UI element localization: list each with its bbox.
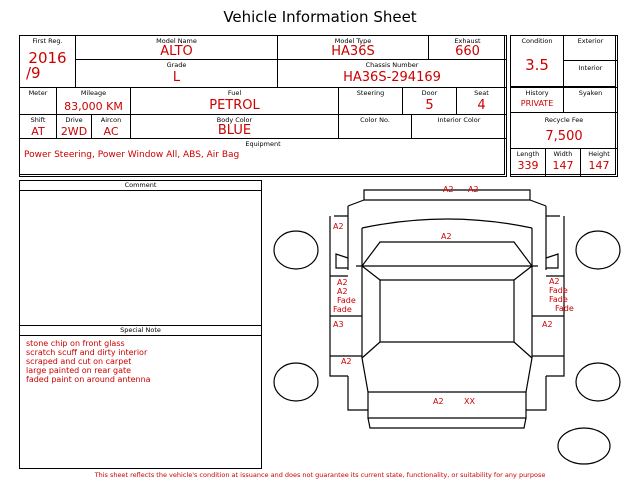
model-name-cell (75, 35, 278, 60)
interior-color-cell (411, 114, 507, 139)
seat-cell (456, 87, 507, 115)
steering-cell (338, 87, 403, 115)
damage-mark: A2 (542, 320, 553, 329)
note-line: stone chip on front glass (26, 339, 125, 348)
note-line: large painted on rear gate (26, 366, 132, 375)
chassis-value: HA36S-294169 (343, 70, 441, 85)
damage-mark: A2 (333, 222, 344, 231)
grade-label: Grade (166, 61, 187, 69)
comment-box (19, 180, 262, 326)
syaken-label: Syaken (578, 89, 603, 97)
damage-mark: A2 (341, 357, 352, 366)
interior-label: Interior (578, 64, 603, 72)
comment-label: Comment (124, 181, 157, 189)
drive-label: Drive (65, 116, 83, 124)
height-label: Height (588, 150, 610, 158)
door-cell (402, 87, 457, 115)
first-reg-label: First Reg. (32, 37, 63, 45)
body-color-value: BLUE (217, 123, 252, 138)
exhaust-cell (428, 35, 507, 60)
damage-mark: A2 (443, 185, 454, 194)
history-table (510, 87, 616, 175)
exhaust-value: 660 (455, 44, 480, 59)
meter-cell (19, 87, 57, 115)
condition-table (510, 35, 616, 87)
model-type-value: HA36S (331, 44, 375, 59)
condition-value: 3.5 (525, 56, 549, 74)
note-line: scraped and cut on carpet (26, 357, 132, 366)
exterior-cell (563, 35, 618, 61)
history-label: History (525, 89, 549, 97)
special-note-box (19, 325, 262, 469)
chassis-label: Chassis Number (365, 61, 419, 69)
first-reg-month: /9 (26, 64, 41, 82)
damage-mark: Fade (549, 295, 568, 304)
body-color-label: Body Color (216, 116, 253, 124)
drive-value: 2WD (60, 125, 88, 138)
damage-mark: A2 (433, 397, 444, 406)
fuel-value: PETROL (209, 98, 260, 113)
first-reg-cell (19, 35, 76, 88)
damage-mark: Fade (549, 286, 568, 295)
length-label: Length (516, 150, 540, 158)
damage-mark: Fade (333, 305, 352, 314)
chassis-cell (277, 59, 507, 88)
note-line: scratch scuff and dirty interior (26, 348, 148, 357)
model-name-value: ALTO (160, 44, 193, 59)
damage-mark: A2 (337, 287, 348, 296)
aircon-label: Aircon (100, 116, 122, 124)
recycle-fee-cell (510, 112, 618, 149)
damage-mark: A2 (337, 278, 348, 287)
shift-value: AT (31, 125, 45, 138)
condition-label: Condition (521, 37, 553, 45)
damage-mark: Fade (555, 304, 574, 313)
interior-cell (563, 60, 618, 88)
recycle-fee-value: 7,500 (545, 129, 583, 144)
model-type-label: Model Type (334, 37, 372, 45)
damage-mark: XX (464, 397, 475, 406)
exhaust-label: Exhaust (454, 37, 481, 45)
damage-mark: A2 (549, 277, 560, 286)
history-value: PRIVATE (520, 99, 554, 108)
special-note-text (26, 339, 151, 384)
height-value: 147 (588, 159, 610, 172)
page-title: Vehicle Information Sheet (223, 8, 417, 26)
car-damage-diagram (270, 180, 625, 470)
model-name-label: Model Name (156, 37, 197, 45)
syaken-cell (563, 87, 618, 113)
damage-mark: A2 (468, 185, 479, 194)
steering-label: Steering (356, 89, 385, 97)
aircon-value: AC (103, 125, 119, 138)
equipment-label: Equipment (245, 140, 281, 148)
length-cell (510, 148, 546, 177)
recycle-fee-label: Recycle Fee (544, 116, 584, 124)
exterior-label: Exterior (577, 37, 604, 45)
width-cell (545, 148, 581, 177)
fuel-label: Fuel (227, 89, 242, 97)
meter-label: Meter (28, 89, 48, 97)
mileage-value: 83,000 KM (64, 100, 123, 113)
color-no-cell (338, 114, 412, 139)
body-color-cell (130, 114, 339, 139)
interior-color-label: Interior Color (437, 116, 481, 124)
height-cell (580, 148, 618, 177)
door-label: Door (421, 89, 438, 97)
drive-cell (56, 114, 92, 139)
damage-mark: Fade (337, 296, 356, 305)
shift-cell (19, 114, 57, 139)
first-reg-year: 2016 (28, 49, 67, 67)
special-note-label: Special Note (120, 326, 161, 334)
grade-value: L (172, 70, 181, 85)
history-cell (510, 87, 564, 113)
seat-value: 4 (477, 98, 486, 113)
width-value: 147 (552, 159, 574, 172)
length-value: 339 (517, 159, 539, 172)
aircon-cell (91, 114, 131, 139)
shift-label: Shift (30, 116, 46, 124)
grade-cell (75, 59, 278, 88)
width-label: Width (553, 150, 573, 158)
damage-mark: A2 (441, 232, 452, 241)
mileage-cell (56, 87, 131, 115)
condition-cell (510, 35, 564, 88)
fuel-cell (130, 87, 339, 115)
model-type-cell (277, 35, 429, 60)
equipment-value: Power Steering, Power Window All, ABS, Air Bag (24, 150, 240, 160)
disclaimer-footer: This sheet reflects the vehicle's condition at issuance and does not guarantee its current state, functionality, or suitability for any purpose (94, 471, 546, 479)
mileage-label: Mileage (80, 89, 107, 97)
color-no-label: Color No. (360, 116, 390, 124)
note-line: faded paint on around antenna (26, 375, 151, 384)
vehicle-info-table (19, 35, 505, 175)
damage-mark: A3 (333, 320, 344, 329)
door-value: 5 (425, 98, 434, 113)
seat-label: Seat (474, 89, 489, 97)
equipment-cell (19, 138, 507, 177)
